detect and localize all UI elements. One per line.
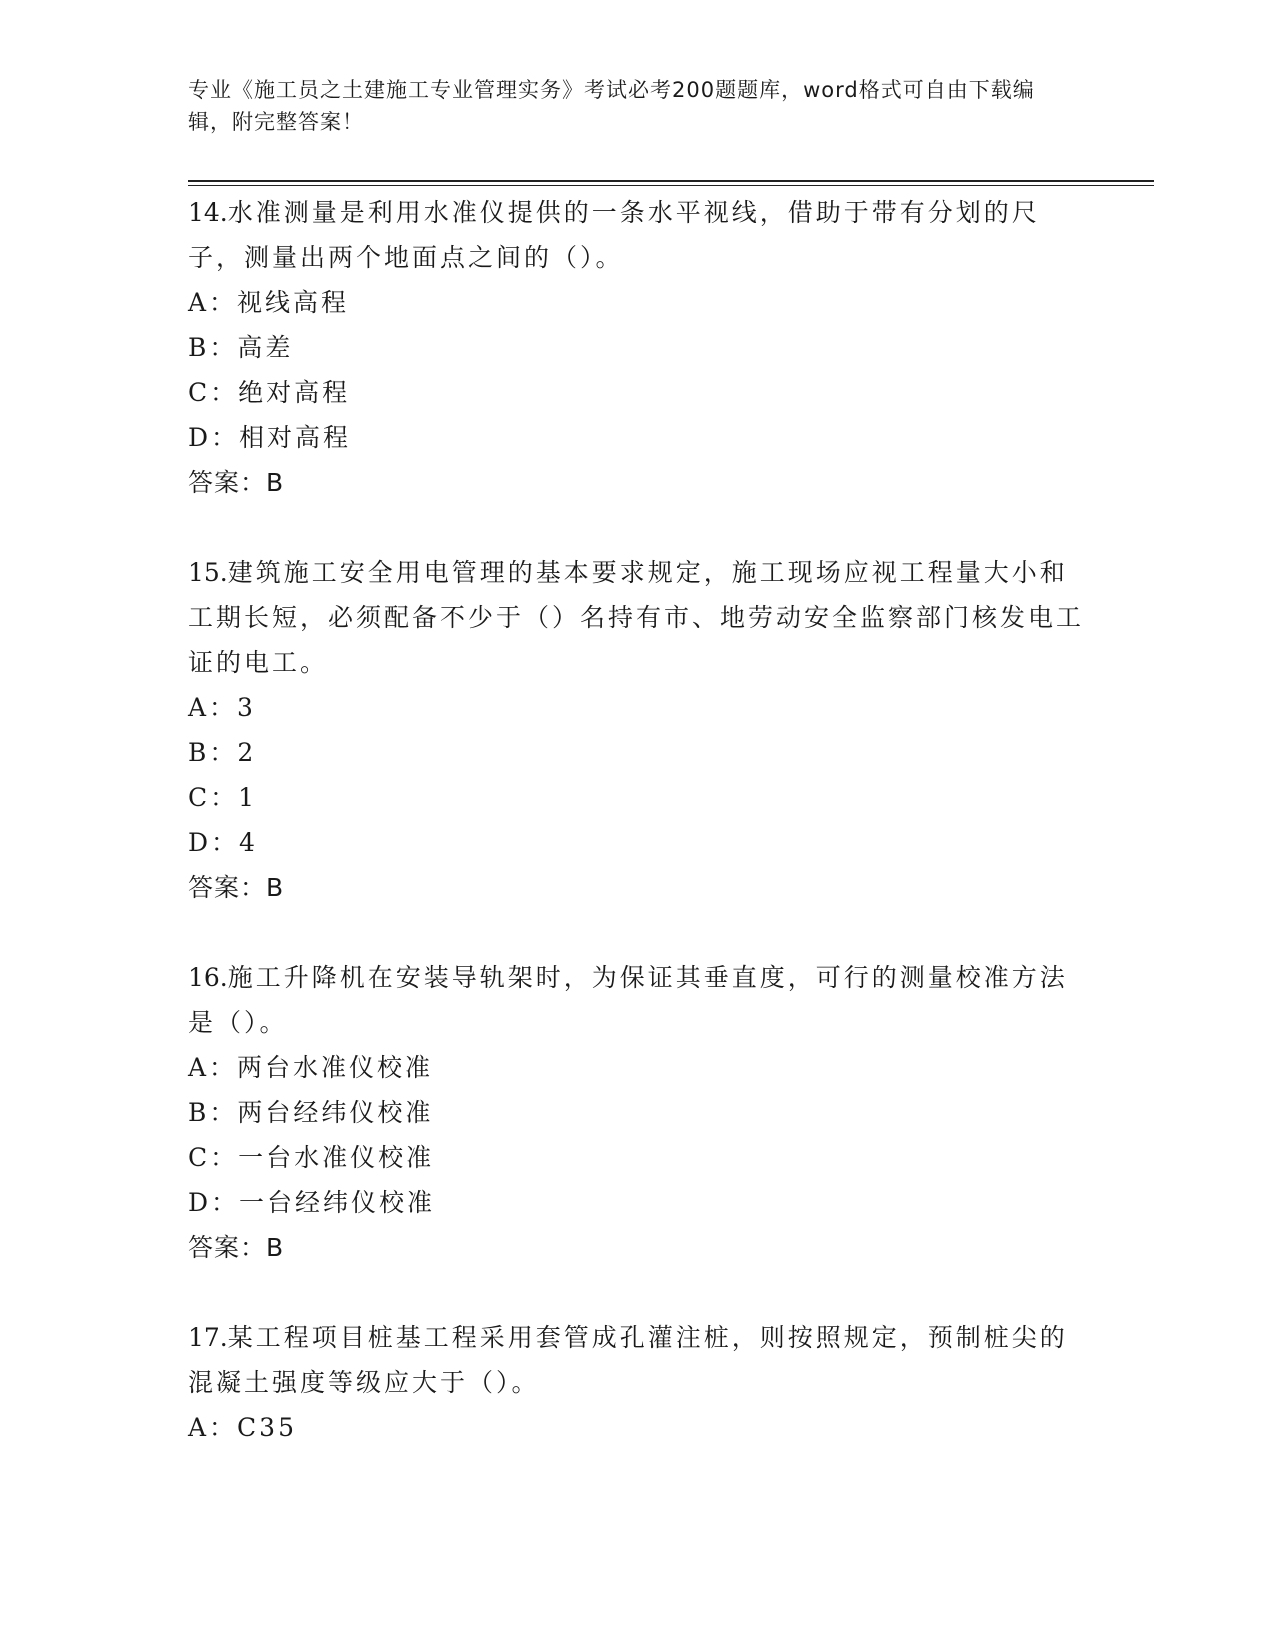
question-number: 15. xyxy=(188,558,228,587)
question-15 xyxy=(188,550,1088,910)
option-c: C：一台水准仪校准 xyxy=(188,1143,435,1172)
option-a: A：3 xyxy=(188,693,256,722)
answer-line: 答案：B xyxy=(188,873,285,902)
question-number: 14. xyxy=(188,198,228,227)
answer-line: 答案：B xyxy=(188,1233,285,1262)
option-a: A：C35 xyxy=(188,1413,297,1442)
answer-line: 答案：B xyxy=(188,468,285,497)
option-b: B：2 xyxy=(188,738,257,767)
question-text: 施工升降机在安装导轨架时，为保证其垂直度，可行的测量校准方法是（）。 xyxy=(188,963,1068,1037)
question-number: 17. xyxy=(188,1323,228,1352)
question-list xyxy=(188,190,1088,1495)
question-text: 某工程项目桩基工程采用套管成孔灌注桩，则按照规定，预制桩尖的混凝土强度等级应大于（）。 xyxy=(188,1323,1068,1397)
header-rule-thin xyxy=(188,185,1154,186)
question-text: 水准测量是利用水准仪提供的一条水平视线，借助于带有分划的尺子，测量出两个地面点之间的（）。 xyxy=(188,198,1040,272)
option-a: A：两台水准仪校准 xyxy=(188,1053,434,1082)
question-text: 建筑施工安全用电管理的基本要求规定，施工现场应视工程量大小和工期长短，必须配备不少于（）名持有市、地劳动安全监察部门核发电工证的电工。 xyxy=(188,558,1085,677)
option-d: D：相对高程 xyxy=(188,423,352,452)
question-14 xyxy=(188,190,1088,505)
option-d: D：4 xyxy=(188,828,258,857)
question-17 xyxy=(188,1315,1088,1450)
option-b: B：高差 xyxy=(188,333,294,362)
option-d: D：一台经纬仪校准 xyxy=(188,1188,436,1217)
option-b: B：两台经纬仪校准 xyxy=(188,1098,434,1127)
question-16 xyxy=(188,955,1088,1270)
header-rule-thick xyxy=(188,180,1154,182)
option-c: C：1 xyxy=(188,783,258,812)
document-header: 专业《施工员之土建施工专业管理实务》考试必考200题题库，word格式可自由下载编辑，附完整答案！ xyxy=(188,78,1035,134)
option-a: A：视线高程 xyxy=(188,288,350,317)
option-c: C：绝对高程 xyxy=(188,378,351,407)
question-number: 16. xyxy=(188,963,228,992)
